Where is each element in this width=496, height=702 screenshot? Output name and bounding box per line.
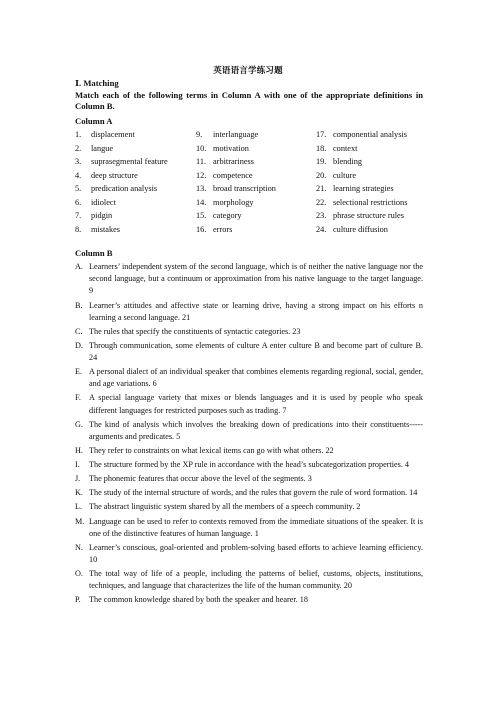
definition-letter: C.: [75, 326, 83, 336]
section-heading: Ⅰ. Matching: [75, 78, 119, 88]
term-text: deep structure: [91, 170, 138, 180]
definition-letter: F.: [75, 393, 81, 403]
definition-item: [75, 473, 423, 485]
term-item: [316, 169, 407, 183]
term-item: [196, 142, 276, 156]
definition-item: [75, 501, 423, 513]
term-number: 1.: [75, 130, 82, 139]
term-text: interlanguage: [213, 130, 259, 139]
term-text: broad transcription: [213, 184, 276, 193]
definition-letter: G.: [75, 419, 83, 429]
term-text: componential analysis: [333, 130, 407, 139]
term-text: learning strategies: [333, 184, 394, 193]
term-item: [196, 128, 276, 142]
document-title: 英语语言学练习题: [213, 65, 283, 75]
term-text: errors: [213, 224, 233, 234]
term-text: competence: [213, 170, 253, 180]
definition-text: The phonemic features that occur above the level of the segments. 3: [89, 474, 312, 484]
term-item: [196, 209, 276, 223]
definition-text: A special language variety that mixes or blends languages and it is used by people who speak different languages for restricted purposes such as trading. 7: [89, 393, 423, 415]
definition-text: The study of the internal structure of words, and the rules that govern the rule of word formation. 14: [89, 488, 418, 498]
definition-text: The structure formed by the XP rule in accordance with the head’s subcategorization properties. 4: [89, 460, 410, 470]
definition-item: [75, 326, 423, 338]
term-item: [75, 169, 168, 183]
term-item: [75, 209, 168, 223]
term-text: context: [333, 143, 358, 153]
column-b-label: Column B: [75, 247, 113, 258]
term-number: 21.: [316, 184, 327, 193]
definition-letter: P.: [75, 595, 81, 605]
term-number: 23.: [316, 211, 327, 220]
term-text: displacement: [91, 130, 135, 139]
term-number: 19.: [316, 157, 327, 166]
term-number: 18.: [316, 143, 327, 153]
definition-text: The common knowledge shared by both the speaker and hearer. 18: [89, 595, 308, 605]
term-text: predication analysis: [91, 184, 158, 193]
definition-letter: N.: [75, 542, 83, 552]
term-number: 16.: [196, 224, 207, 234]
term-number: 9.: [196, 130, 203, 139]
definition-text: Learner’s attitudes and affective state or learning drive, having a strong impact on his efforts n learning a second language. 21: [89, 300, 423, 322]
term-number: 10.: [196, 143, 207, 153]
term-number: 2.: [75, 143, 82, 153]
definition-letter: D.: [75, 340, 83, 350]
term-item: [75, 142, 168, 156]
term-number: 6.: [75, 197, 82, 207]
term-number: 12.: [196, 170, 207, 180]
term-text: morphology: [213, 197, 254, 207]
definition-text: The rules that specify the constituents of syntactic categories. 23: [89, 326, 301, 336]
definition-letter: K.: [75, 488, 83, 498]
term-number: 8.: [75, 224, 82, 234]
term-text: motivation: [213, 143, 249, 153]
definition-item: [75, 568, 423, 592]
definition-letter: A.: [75, 262, 83, 271]
definition-text: Language can be used to refer to contexts removed from the immediate situations of the speaker. It is one of the distinctive features of human language. 1: [89, 516, 423, 538]
definition-text: Learners’ independent system of the second language, which is of neither the native language nor the second language, but a continuum or approximation from his native language to the target language. 9: [89, 262, 423, 296]
term-item: [316, 196, 407, 210]
definition-item: [75, 392, 423, 416]
term-text: arbitrariness: [213, 157, 255, 166]
term-number: 11.: [196, 157, 207, 166]
definition-letter: J.: [75, 474, 81, 484]
terms-column-2: [196, 128, 276, 236]
definition-letter: L.: [75, 502, 83, 512]
term-item: [196, 169, 276, 183]
term-item: [196, 223, 276, 237]
term-text: idiolect: [91, 197, 116, 207]
definition-letter: I.: [75, 460, 80, 470]
term-number: 15.: [196, 211, 207, 220]
definition-item: [75, 366, 423, 390]
definition-item: [75, 445, 423, 457]
column-a-label: Column A: [75, 116, 113, 126]
definition-item: [75, 594, 423, 606]
term-item: [316, 223, 407, 237]
term-text: category: [213, 211, 242, 220]
definition-text: A personal dialect of an individual speaker that combines elements regarding regional, social, gender, and age variations. 6: [89, 367, 423, 389]
term-item: [75, 155, 168, 169]
term-item: [75, 128, 168, 142]
term-item: [196, 196, 276, 210]
definition-letter: O.: [75, 569, 83, 579]
term-number: 3.: [75, 157, 82, 166]
term-item: [75, 196, 168, 210]
definitions-list: [75, 261, 423, 609]
definition-letter: M.: [75, 516, 85, 526]
term-item: [316, 209, 407, 223]
definition-text: Learner’s conscious, goal-oriented and problem-solving based efforts to achieve learning efficiency. 10: [89, 542, 423, 565]
term-number: 24.: [316, 224, 327, 234]
term-number: 17.: [316, 130, 327, 139]
term-item: [316, 155, 407, 169]
term-item: [196, 182, 276, 196]
term-text: blending: [333, 157, 363, 166]
term-item: [75, 182, 168, 196]
term-item: [75, 223, 168, 237]
term-item: [316, 128, 407, 142]
definition-text: Through communication, some elements of culture A enter culture B and become part of culture B. 24: [89, 340, 423, 363]
definition-letter: E.: [75, 367, 83, 377]
definition-item: [75, 459, 423, 471]
definition-item: [75, 542, 423, 566]
term-number: 22.: [316, 197, 327, 207]
term-text: selectional restrictions: [333, 197, 408, 207]
definition-item: [75, 340, 423, 364]
term-item: [196, 155, 276, 169]
definition-letter: B.: [75, 300, 83, 310]
definition-text: The abstract linguistic system shared by all the members of a speech community. 2: [89, 502, 361, 512]
term-text: culture: [333, 170, 357, 180]
definition-item: [75, 419, 423, 443]
term-text: suprasegmental feature: [91, 157, 168, 166]
terms-column-1: [75, 128, 168, 236]
term-number: 14.: [196, 197, 207, 207]
term-number: 13.: [196, 184, 207, 193]
terms-column-3: [316, 128, 407, 236]
definition-item: [75, 516, 423, 540]
term-text: pidgin: [91, 211, 113, 220]
definition-letter: H.: [75, 446, 83, 456]
definition-item: [75, 300, 423, 324]
term-text: mistakes: [91, 224, 121, 234]
term-text: phrase structure rules: [333, 211, 404, 220]
definition-text: They refer to constraints on what lexical items can go with what others. 22: [89, 446, 334, 456]
term-number: 7.: [75, 211, 82, 220]
term-item: [316, 142, 407, 156]
definition-item: [75, 487, 423, 499]
definition-text: The total way of life of a people, including the patterns of belief, customs, objects, institutions, techniques, and language that characterizes the life of the human community. 20: [89, 569, 423, 591]
definition-item: [75, 261, 423, 298]
term-text: langue: [91, 143, 114, 153]
term-number: 5.: [75, 184, 82, 193]
instruction-text: Match each of the following terms in Column A with one of the appropriate definitions in Column B.: [75, 89, 423, 111]
term-item: [316, 182, 407, 196]
term-text: culture diffusion: [333, 224, 388, 234]
term-number: 20.: [316, 170, 327, 180]
term-number: 4.: [75, 170, 82, 180]
definition-text: The kind of analysis which involves the breaking down of predications into their constituents----- arguments and predicates. 5: [89, 419, 423, 441]
